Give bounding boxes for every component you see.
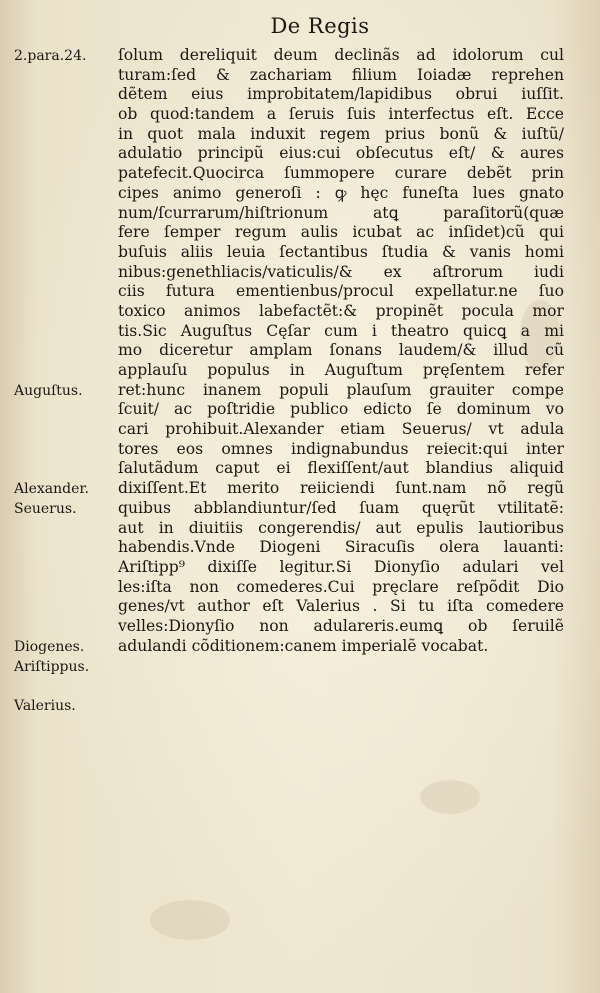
text-line: num/ſcurrarum/hiſtrionum atꝗ paraſitorũ(quæ [118,203,564,222]
text-line: adulatio principũ eius:cui obſecutus eſt/ & aures [118,144,564,163]
text-line: nibus:genethliacis/vaticulis/& ex aſtrorum iudi [118,262,564,281]
margin-note: Diogenes. [14,639,85,655]
text-line: quibus abblandiuntur/ſed ſuam quęrũt vtilitatẽ: [118,498,564,517]
text-line: buſuis aliis leuia ſectantibus ſtudia & vanis homi [118,242,564,261]
text-line: ret:hunc inanem populi plauſum grauiter compe [118,380,564,399]
margin-note: Ariſtippus. [14,658,90,675]
margin-note: Alexander. [14,481,89,498]
margin-note: Valerius. [14,698,76,715]
paper-stain [150,900,230,940]
text-line: Ariſtipp⁹ dixiſſe legitur.Si Dionyſio adulari vel [118,557,564,576]
text-line: dẽtem eius improbitatem/lapidibus obrui iuſſit. [118,85,564,104]
main-text-block [118,46,564,656]
paper-stain [420,780,480,814]
text-line: dixiſſent.Et merito reiiciendi ſunt.nam nõ regũ [118,479,564,498]
margin-note: Seuerus. [14,501,77,518]
text-line: applauſu populus in Auguſtum pręſentem refer [118,361,564,379]
text-line: toxico animos labefactẽt:& propinẽt pocula mor [118,301,564,320]
text-line: les:iſta non comederes.Cui pręclare reſpõdit Dio [118,577,564,596]
text-line: turam:ſed & zachariam filium Ioiadæ reprehen [118,65,564,84]
text-line: patefecit.Quocirca ſummopere curare debẽt prin [118,164,564,183]
text-line: ſalutãdum caput ei flexiſſent/aut blandius aliquid [118,459,564,478]
text-line: velles:Dionyſio non adulareris.eumꝗ ob ſeruilẽ [118,616,564,635]
text-line: ſcuit/ ac poſtridie publico edicto ſe dominum vo [118,400,564,419]
text-line: ſolum dereliquit deum declinãs ad idolorum cul [118,46,564,64]
running-head: De Regis [270,14,370,38]
text-line: cipes animo generoſi : ꝙ hęc funeſta lues gnato [118,183,564,202]
text-line: fere ſemper regum aulis icubat ac inſidet)cũ qui [118,223,564,242]
margin-note: Auguſtus. [14,382,83,399]
text-line: tis.Sic Auguſtus Cęſar cum i theatro quicꝗ a mi [118,321,564,340]
text-line: adulandi cõditionem:canem imperialẽ vocabat. [118,636,489,655]
text-line: tores eos omnes indignabundus reiecit:qui inter [118,439,564,458]
text-line: genes/vt author eſt Valerius . Si tu iſta comedere [118,597,564,616]
margin-note: 2.para.24. [14,48,87,64]
text-line: ciis futura ementienbus/procul expellatur.ne ſuo [118,282,564,301]
text-line: in quot mala induxit regem prius bonũ & iuſtũ/ [118,124,564,143]
text-line: cari prohibuit.Alexander etiam Seuerus/ vt adula [118,420,564,439]
text-line: habendis.Vnde Diogeni Siracuſis olera lauanti: [118,538,564,557]
text-line: ob quod:tandem a ſeruis ſuis interfectus eſt. Ecce [118,105,564,124]
text-line: mo diceretur amplam ſonans laudem/& illud cũ [118,341,564,360]
text-line: aut in diuitiis congerendis/ aut epulis lautioribus [118,518,564,537]
